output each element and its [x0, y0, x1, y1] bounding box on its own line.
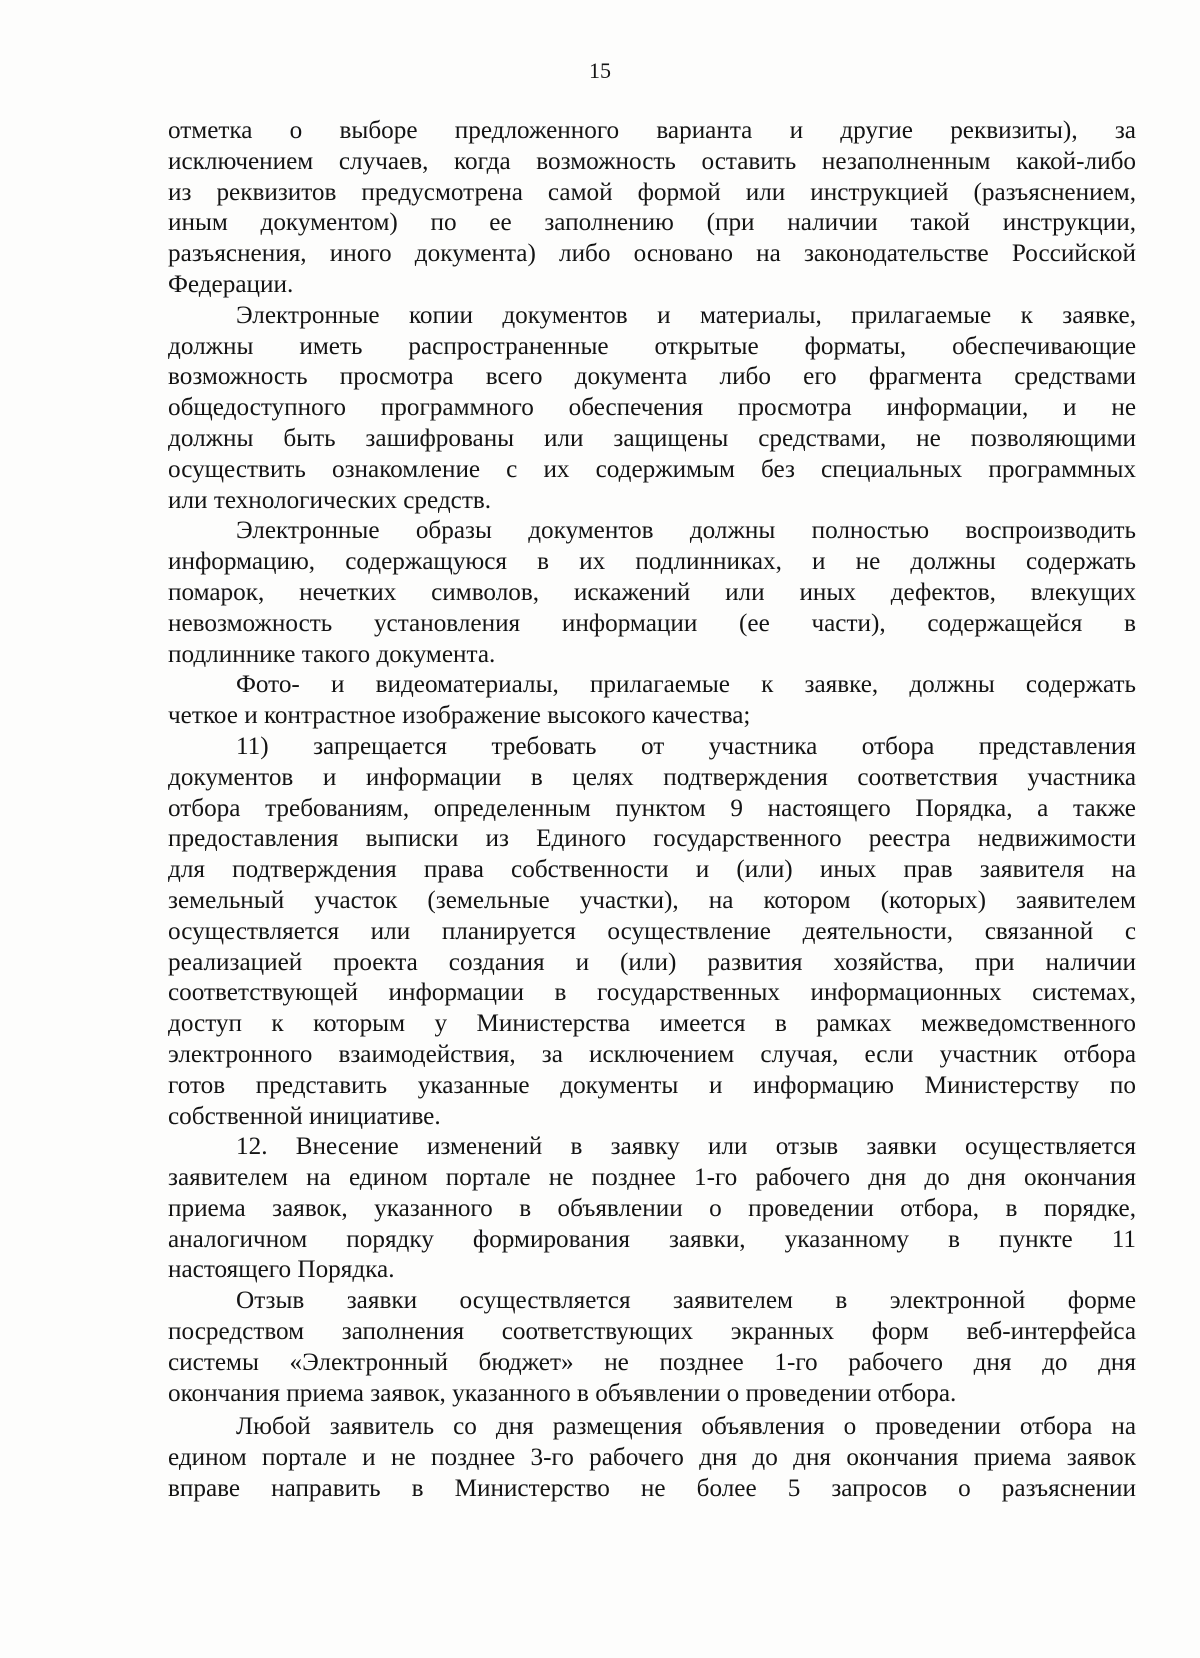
text-line: системы «Электронный бюджет» не позднее 1-го рабочего дня до дня: [168, 1348, 1136, 1376]
text-line: доступ к которым у Министерства имеется в рамках межведомственного: [168, 1010, 1136, 1038]
text-line: должны иметь распространенные открытые форматы, обеспечивающие: [168, 332, 1136, 360]
text-line: готов представить указанные документы и информацию Министерству по: [168, 1071, 1136, 1099]
text-line: Отзыв заявки осуществляется заявителем в электронной форме: [236, 1287, 1136, 1315]
paragraph: [168, 1286, 1136, 1409]
paragraph: [168, 301, 1136, 517]
text-line: невозможность установления информации (ее части), содержащейся в: [168, 609, 1136, 637]
text-line: соответствующей информации в государственных информационных системах,: [168, 979, 1136, 1007]
text-line: Федерации.: [168, 270, 294, 298]
text-line: реализацией проекта создания и (или) развития хозяйства, при наличии: [168, 948, 1136, 976]
paragraph: [168, 1132, 1136, 1286]
text-line: предоставления выписки из Единого государственного реестра недвижимости: [168, 825, 1136, 853]
document-body: [168, 116, 1136, 1505]
page-number: 15: [589, 58, 611, 83]
text-line: исключением случаев, когда возможность оставить незаполненным какой-либо: [168, 147, 1136, 175]
text-line: информацию, содержащуюся в их подлинниках, и не должны содержать: [168, 548, 1136, 576]
text-line: аналогичном порядку формирования заявки, указанному в пункте 11: [168, 1225, 1136, 1253]
text-line: посредством заполнения соответствующих экранных форм веб-интерфейса: [168, 1318, 1136, 1346]
text-line: возможность просмотра всего документа либо его фрагмента средствами: [168, 363, 1136, 391]
text-line: общедоступного программного обеспечения просмотра информации, и не: [168, 394, 1136, 422]
text-line: из реквизитов предусмотрена самой формой или инструкцией (разъяснением,: [168, 178, 1136, 206]
text-line: иным документом) по ее заполнению (при наличии такой инструкции,: [168, 209, 1136, 237]
text-line: документов и информации в целях подтверждения соответствия участника: [168, 763, 1136, 791]
text-line: подлиннике такого документа.: [168, 640, 496, 668]
text-line: электронного взаимодействия, за исключением случая, если участник отбора: [168, 1040, 1136, 1068]
text-line: заявителем на едином портале не позднее 1-го рабочего дня до дня окончания: [168, 1164, 1136, 1192]
text-line: должны быть зашифрованы или защищены средствами, не позволяющими: [168, 424, 1136, 452]
text-line: 12. Внесение изменений в заявку или отзыв заявки осуществляется: [236, 1133, 1136, 1161]
text-line: для подтверждения права собственности и (или) иных прав заявителя на: [168, 856, 1136, 884]
text-line: Фото- и видеоматериалы, прилагаемые к заявке, должны содержать: [236, 671, 1136, 699]
paragraph: [168, 670, 1136, 732]
text-line: Электронные копии документов и материалы, прилагаемые к заявке,: [236, 301, 1136, 329]
paragraph: [168, 116, 1136, 301]
text-line: настоящего Порядка.: [168, 1256, 395, 1284]
text-line: помарок, нечетких символов, искажений или иных дефектов, влекущих: [168, 578, 1136, 606]
text-line: четкое и контрастное изображение высокого качества;: [168, 702, 751, 730]
text-line: собственной инициативе.: [168, 1102, 441, 1130]
text-line: или технологических средств.: [168, 486, 492, 514]
paragraph: [168, 1412, 1136, 1504]
text-line: земельный участок (земельные участки), на котором (которых) заявителем: [168, 886, 1136, 914]
text-line: вправе направить в Министерство не более 5 запросов о разъяснении: [168, 1475, 1136, 1503]
text-line: окончания приема заявок, указанного в объявлении о проведении отбора.: [168, 1379, 957, 1407]
paragraph: [168, 516, 1136, 670]
text-line: осуществить ознакомление с их содержимым без специальных программных: [168, 455, 1136, 483]
text-line: Электронные образы документов должны полностью воспроизводить: [236, 517, 1136, 545]
text-line: едином портале и не позднее 3-го рабочего дня до дня окончания приема заявок: [168, 1444, 1136, 1472]
text-line: Любой заявитель со дня размещения объявления о проведении отбора на: [236, 1413, 1136, 1441]
text-line: разъяснения, иного документа) либо основано на законодательстве Российской: [168, 240, 1136, 268]
text-line: приема заявок, указанного в объявлении о проведении отбора, в порядке,: [168, 1194, 1136, 1222]
text-line: осуществляется или планируется осуществление деятельности, связанной с: [168, 917, 1136, 945]
text-line: 11) запрещается требовать от участника отбора представления: [236, 732, 1136, 760]
text-line: отбора требованиям, определенным пунктом 9 настоящего Порядка, а также: [168, 794, 1136, 822]
paragraph: [168, 732, 1136, 1132]
text-line: отметка о выборе предложенного варианта и другие реквизиты), за: [168, 117, 1136, 144]
